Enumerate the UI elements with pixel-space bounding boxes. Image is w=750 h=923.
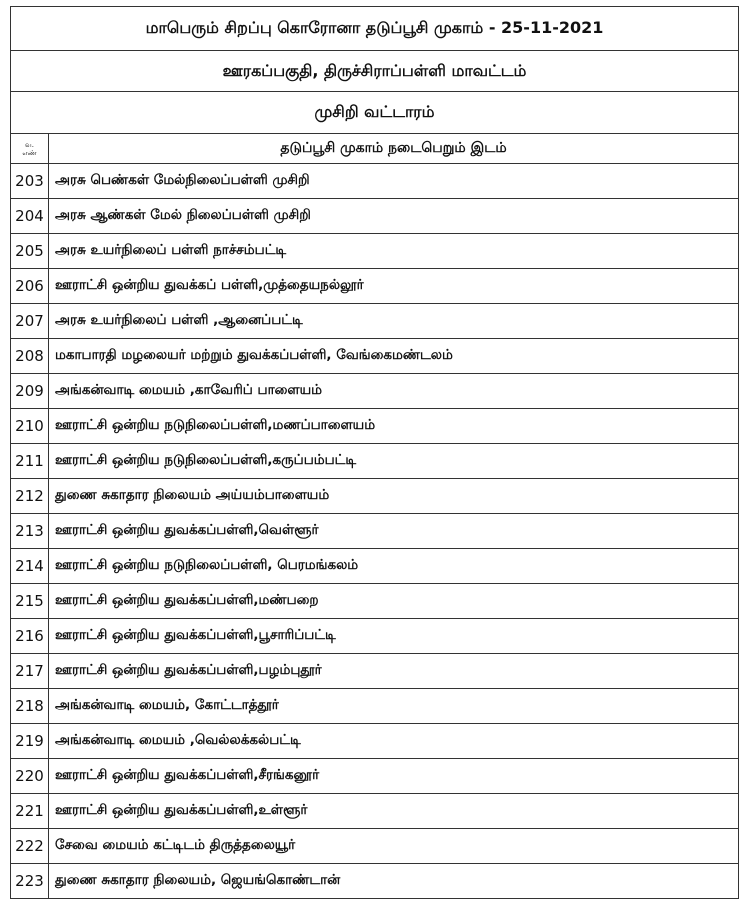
serial-number-cell: 205 — [11, 234, 49, 269]
serial-number-cell: 219 — [11, 724, 49, 759]
serial-number-cell: 209 — [11, 374, 49, 409]
serial-number-cell: 222 — [11, 829, 49, 864]
serial-number-cell: 210 — [11, 409, 49, 444]
camp-location-cell: அரசு ஆண்கள் மேல் நிலைப்பள்ளி முசிறி — [49, 199, 739, 234]
table-row — [11, 724, 739, 759]
serial-number-cell: 215 — [11, 584, 49, 619]
serial-number-cell: 208 — [11, 339, 49, 374]
table-row — [11, 619, 739, 654]
header-row-district — [11, 51, 739, 92]
table-row — [11, 549, 739, 584]
serial-number-header-line2: எண் — [22, 148, 37, 157]
serial-number-cell: 220 — [11, 759, 49, 794]
column-header-row — [11, 134, 739, 164]
serial-number-cell: 206 — [11, 269, 49, 304]
district-heading: ஊரகப்பகுதி, திருச்சிராப்பள்ளி மாவட்டம் — [11, 51, 739, 92]
serial-number-cell: 204 — [11, 199, 49, 234]
camp-location-cell: அரசு உயர்நிலைப் பள்ளி ,ஆனைப்பட்டி — [49, 304, 739, 339]
camp-location-cell: சேவை மையம் கட்டிடம் திருத்தலையூர் — [49, 829, 739, 864]
camp-location-cell: ஊராட்சி ஒன்றிய துவக்கப்பள்ளி,சீரங்கனூர் — [49, 759, 739, 794]
camp-location-cell: ஊராட்சி ஒன்றிய நடுநிலைப்பள்ளி, பெரமங்கலம் — [49, 549, 739, 584]
camp-location-cell: அரசு உயர்நிலைப் பள்ளி நாச்சம்பட்டி — [49, 234, 739, 269]
table-row — [11, 304, 739, 339]
serial-number-cell: 203 — [11, 164, 49, 199]
table-row — [11, 339, 739, 374]
table-row — [11, 584, 739, 619]
table-row — [11, 374, 739, 409]
table-row — [11, 689, 739, 724]
camp-location-cell: ஊராட்சி ஒன்றிய நடுநிலைப்பள்ளி,மணப்பாளையம் — [49, 409, 739, 444]
serial-number-cell: 213 — [11, 514, 49, 549]
serial-number-cell: 212 — [11, 479, 49, 514]
serial-number-cell: 211 — [11, 444, 49, 479]
camp-location-cell: அரசு பெண்கள் மேல்நிலைப்பள்ளி முசிறி — [49, 164, 739, 199]
camp-location-cell: ஊராட்சி ஒன்றிய துவக்கப்பள்ளி,உள்ளூர் — [49, 794, 739, 829]
serial-number-cell: 214 — [11, 549, 49, 584]
table-row — [11, 234, 739, 269]
serial-number-cell: 218 — [11, 689, 49, 724]
header-row-title — [11, 7, 739, 51]
table-row — [11, 864, 739, 899]
camp-location-cell: அங்கன்வாடி மையம் ,காவேரிப் பாளையம் — [49, 374, 739, 409]
header-row-block — [11, 92, 739, 134]
page-title: மாபெரும் சிறப்பு கொரோனா தடுப்பூசி முகாம் - 25-11-2021 — [11, 7, 739, 51]
table-row — [11, 409, 739, 444]
place-header: தடுப்பூசி முகாம் நடைபெறும் இடம் — [49, 134, 739, 164]
serial-number-header-line1: வ. — [25, 140, 34, 149]
camp-location-cell: ஊராட்சி ஒன்றிய துவக்கப்பள்ளி,பழம்புதூர் — [49, 654, 739, 689]
serial-number-cell: 216 — [11, 619, 49, 654]
serial-number-cell: 221 — [11, 794, 49, 829]
table-row — [11, 164, 739, 199]
table-row — [11, 444, 739, 479]
serial-number-cell: 207 — [11, 304, 49, 339]
table-row — [11, 794, 739, 829]
camp-location-cell: அங்கன்வாடி மையம் ,வெல்லக்கல்பட்டி — [49, 724, 739, 759]
table-row — [11, 479, 739, 514]
camp-location-cell: ஊராட்சி ஒன்றிய துவக்கப்பள்ளி,பூசாரிப்பட்டி — [49, 619, 739, 654]
camp-location-cell: ஊராட்சி ஒன்றிய துவக்கப்பள்ளி,வெள்ளூர் — [49, 514, 739, 549]
serial-number-header — [11, 134, 49, 164]
camp-location-cell: துணை சுகாதார நிலையம், ஜெயங்கொண்டான் — [49, 864, 739, 899]
camp-location-cell: துணை சுகாதார நிலையம் அய்யம்பாளையம் — [49, 479, 739, 514]
serial-number-cell: 217 — [11, 654, 49, 689]
table-row — [11, 759, 739, 794]
camp-location-cell: மகாபாரதி மழலையர் மற்றும் துவக்கப்பள்ளி, வேங்கைமண்டலம் — [49, 339, 739, 374]
serial-number-cell: 223 — [11, 864, 49, 899]
table-row — [11, 829, 739, 864]
camp-location-cell: அங்கன்வாடி மையம், கோட்டாத்தூர் — [49, 689, 739, 724]
table-row — [11, 199, 739, 234]
table-row — [11, 654, 739, 689]
block-heading: முசிறி வட்டாரம் — [11, 92, 739, 134]
table-row — [11, 269, 739, 304]
table-row — [11, 514, 739, 549]
camp-location-cell: ஊராட்சி ஒன்றிய துவக்கப்பள்ளி,மண்பறை — [49, 584, 739, 619]
vaccination-camp-table — [10, 6, 739, 899]
camp-location-cell: ஊராட்சி ஒன்றிய நடுநிலைப்பள்ளி,கருப்பம்பட்டி — [49, 444, 739, 479]
camp-location-cell: ஊராட்சி ஒன்றிய துவக்கப் பள்ளி,முத்தையநல்லூர் — [49, 269, 739, 304]
